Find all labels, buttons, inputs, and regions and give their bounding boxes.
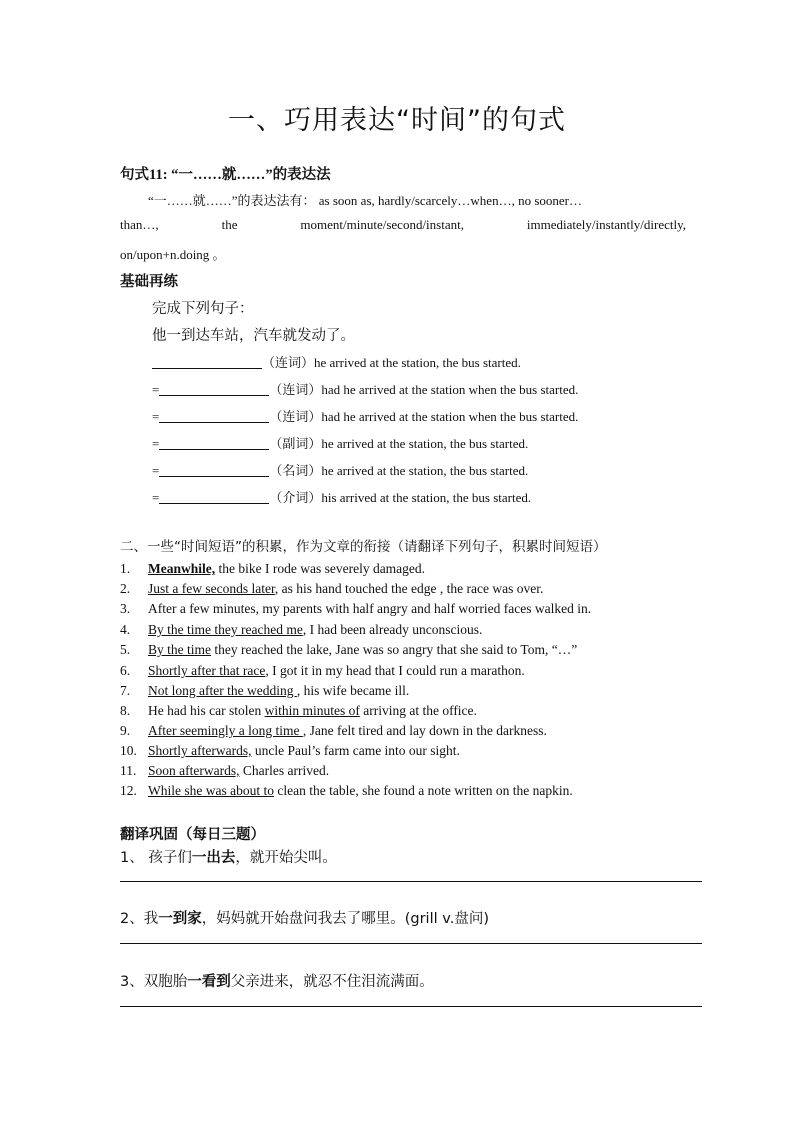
time-phrase: Meanwhile, — [148, 561, 216, 576]
answer-blank[interactable] — [159, 409, 269, 423]
answer-blank[interactable] — [159, 382, 269, 396]
translation-question-2: 2、我一到家，妈妈就开始盘问我去了哪里。(grill v.盘问) — [120, 911, 489, 927]
intro-term-4: immediately/instantly/directly, — [526, 217, 686, 232]
intro-term-2: the — [221, 217, 238, 232]
section1-heading: 句式11: “一……就……”的表达法 — [120, 167, 331, 183]
row-hint: （名词） — [269, 464, 322, 479]
list-item: 12. While she was about to clean the table, she found a note written on the napkin. — [120, 783, 573, 798]
time-phrase: Soon afterwards, — [148, 763, 240, 778]
row-hint: （副词） — [269, 437, 322, 452]
answer-line-2[interactable] — [120, 943, 702, 944]
list-item: 8. He had his car stolen within minutes of arriving at the office. — [120, 703, 477, 718]
list-item: 2. Just a few seconds later, as his hand touched the edge , the race was over. — [120, 581, 544, 596]
translation-heading: 翻译巩固（每日三题） — [120, 827, 265, 843]
practice-row: = （连词）had he arrived at the station when the bus started. — [152, 382, 579, 398]
row-hint: （介词） — [269, 491, 322, 506]
time-phrase: within minutes of — [264, 703, 360, 718]
intro-line-3: on/upon+n.doing 。 — [120, 247, 226, 262]
translation-question-1: 1、 孩子们一出去，就开始尖叫。 — [120, 850, 337, 866]
practice-row: = （名词）he arrived at the station, the bus started. — [152, 463, 529, 479]
practice-row: = （副词）he arrived at the station, the bus started. — [152, 436, 529, 452]
page-title: 一、巧用表达“时间”的句式 — [228, 105, 566, 136]
intro-term-1: than…, — [120, 217, 159, 232]
intro-line-1: “一……就……”的表达法有： as soon as, hardly/scarcely…when…, no sooner… — [148, 193, 582, 208]
list-item: 1. Meanwhile, the bike I rode was severely damaged. — [120, 561, 426, 576]
answer-blank[interactable] — [152, 355, 262, 369]
intro-term-3: moment/minute/second/instant, — [300, 217, 464, 232]
list-item: 5. By the time they reached the lake, Jane was so angry that she said to Tom, “…” — [120, 642, 578, 657]
section2-heading: 二、一些“时间短语”的积累，作为文章的衔接（请翻译下列句子，积累时间短语） — [120, 539, 607, 555]
row-text: he arrived at the station, the bus started. — [314, 355, 521, 370]
translation-question-3: 3、双胞胎一看到父亲进来，就忍不住泪流满面。 — [120, 974, 434, 990]
row-text: had he arrived at the station when the bus started. — [321, 382, 579, 397]
list-item: 4. By the time they reached me, I had been already unconscious. — [120, 622, 483, 637]
list-item: 6. Shortly after that race, I got it in my head that I could run a marathon. — [120, 663, 525, 678]
list-item: 7. Not long after the wedding , his wife became ill. — [120, 683, 410, 698]
practice-instruction: 完成下列句子： — [152, 301, 254, 317]
intro-line-2 — [120, 217, 686, 233]
row-hint: （连词） — [269, 383, 322, 398]
answer-blank[interactable] — [159, 463, 269, 477]
row-text: his arrived at the station, the bus started. — [321, 490, 532, 505]
time-phrase: Shortly after that race — [148, 663, 266, 678]
time-phrase: Shortly afterwards, — [148, 743, 252, 758]
answer-line-1[interactable] — [120, 881, 702, 882]
practice-row: = （介词）his arrived at the station, the bus started. — [152, 490, 532, 506]
answer-blank[interactable] — [159, 490, 269, 504]
row-hint: （连词） — [262, 356, 315, 371]
row-text: he arrived at the station, the bus started. — [321, 436, 529, 451]
time-phrase: After seemingly a long time — [148, 723, 303, 738]
list-item: 11. Soon afterwards, Charles arrived. — [120, 763, 330, 778]
practice-sentence: 他一到达车站，汽车就发动了。 — [152, 328, 355, 344]
row-hint: （连词） — [269, 410, 322, 425]
answer-blank[interactable] — [159, 436, 269, 450]
time-phrase: Just a few seconds later — [148, 581, 275, 596]
time-phrase: Not long after the wedding — [148, 683, 297, 698]
list-item: 9. After seemingly a long time , Jane felt tired and lay down in the darkness. — [120, 723, 547, 738]
practice-row: = （连词）had he arrived at the station when the bus started. — [152, 409, 579, 425]
time-phrase: While she was about to — [148, 783, 274, 798]
row-text: had he arrived at the station when the bus started. — [321, 409, 579, 424]
list-item: 3. After a few minutes, my parents with half angry and half worried faces walked in. — [120, 601, 592, 616]
practice-row — [152, 352, 521, 371]
time-phrase: By the time — [148, 642, 211, 657]
practice-heading: 基础再练 — [120, 274, 178, 290]
answer-line-3[interactable] — [120, 1006, 702, 1007]
list-item: 10. Shortly afterwards, uncle Paul’s farm came into our sight. — [120, 743, 460, 758]
row-text: he arrived at the station, the bus started. — [321, 463, 529, 478]
time-phrase: By the time they reached me — [148, 622, 303, 637]
